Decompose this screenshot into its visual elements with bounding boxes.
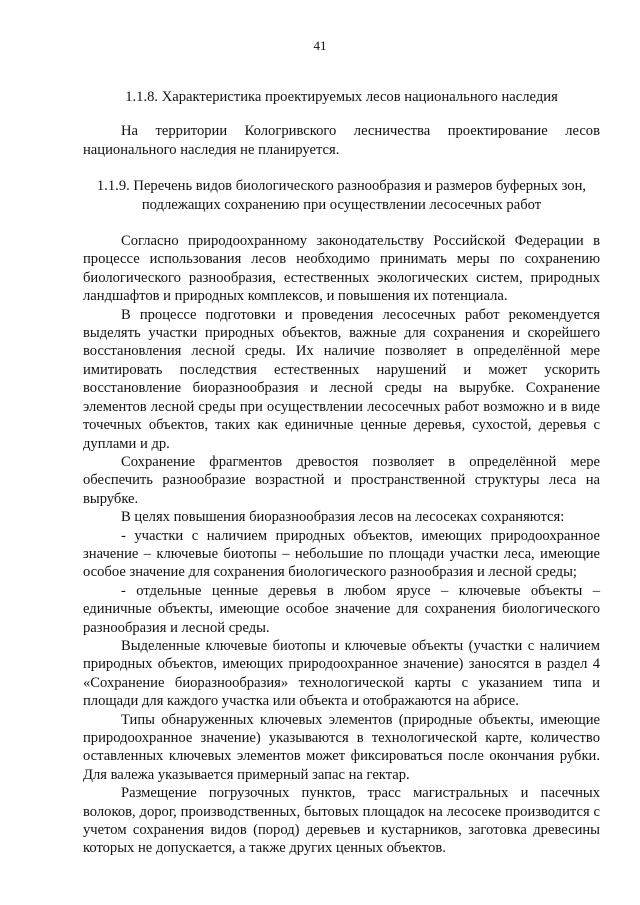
paragraph: Сохранение фрагментов древостоя позволяет в определённой мере обеспечить разнообразие возрастной и пространственной структуры леса на вырубке. — [83, 453, 600, 507]
section-heading-1-1-9: 1.1.9. Перечень видов биологического разнообразия и размеров буферных зон, подлежащих сохранению при осуществлении лесосечных работ — [96, 178, 587, 213]
paragraph: Согласно природоохранному законодательству Российской Федерации в процессе использования лесов необходимо принимать меры по сохранению биологического разнообразия, естественных экологических систем, природных ландшафтов и природных комплексов, и повышения их потенциала. — [83, 233, 600, 305]
page-content — [83, 88, 600, 858]
paragraph: Размещение погрузочных пунктов, трасс магистральных и пасечных волоков, дорог, производственных, бытовых площадок на лесосеке производится с учетом сохранения видов (пород) деревьев и кустарников, заготовка древесины которых не допускается, а также других ценных объектов. — [83, 785, 600, 857]
list-item: - участки с наличием природных объектов, имеющих природоохранное значение – ключевые биотопы – небольшие по площади участки леса, имеющие особое значение для сохранения биологического разнообразия и лесной среды; — [83, 527, 600, 581]
section-1-1-8-paragraph: На территории Кологривского лесничества проектирование лесов национального наследия не планируется. — [83, 123, 600, 158]
paragraph: Выделенные ключевые биотопы и ключевые объекты (участки с наличием природных объектов, имеющих природоохранное значение) заносятся в раздел 4 «Сохранение биоразнообразия» технологической карты с указанием типа и площади для каждого участка или объекта и отображаются на абрисе. — [83, 637, 600, 710]
paragraph: В процессе подготовки и проведения лесосечных работ рекомендуется выделять участки природных объектов, важные для сохранения и скорейшего восстановления лесной среды. Их наличие позволяет в определённой мере имитировать последствия естественных нарушений и может ускорить восстановление биоразнообразия и лесной среды на вырубке. Сохранение элементов лесной среды при осуществлении лесосечных работ возможно и в виде точечных объектов, таких как единичные ценные деревья, сухостой, деревья с дуплами и др. — [83, 306, 600, 452]
paragraph: Типы обнаруженных ключевых элементов (природные объекты, имеющие природоохранное значение) указываются в технологической карте, количество оставленных ключевых элементов может фиксироваться после окончания рубки. Для валежа указывается примерный запас на гектар. — [83, 711, 600, 783]
section-heading-1-1-8: 1.1.8. Характеристика проектируемых лесов национального наследия — [125, 89, 558, 105]
page-number: 41 — [313, 38, 327, 53]
list-item: - отдельные ценные деревья в любом ярусе – ключевые объекты – единичные объекты, имеющие особое значение для сохранения биологического разнообразия и лесной среды. — [83, 582, 600, 636]
paragraph: В целях повышения биоразнообразия лесов на лесосеках сохраняются: — [121, 509, 565, 526]
